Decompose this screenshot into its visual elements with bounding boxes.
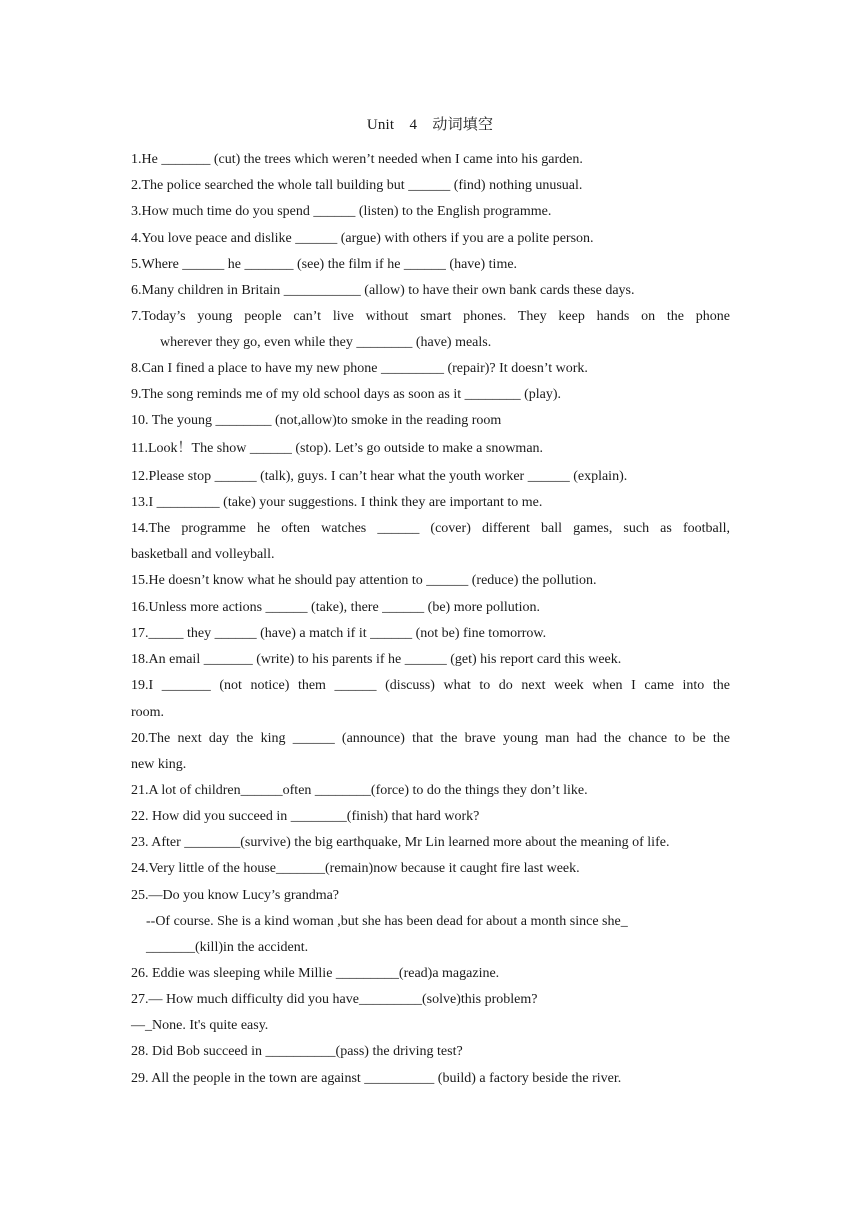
question-line: 10. The young ________ (not,allow)to smoke in the reading room xyxy=(131,413,502,428)
question-line: 13.I _________ (take) your suggestions. I think they are important to me. xyxy=(131,495,543,510)
question-line: 12.Please stop ______ (talk), guys. I can’t hear what the youth worker ______ (explain). xyxy=(131,469,628,484)
question-line: 26. Eddie was sleeping while Millie _________(read)a magazine. xyxy=(131,966,500,981)
question-line: 9.The song reminds me of my old school days as soon as it ________ (play). xyxy=(131,387,562,402)
question-line-continuation: room. xyxy=(131,705,165,720)
question-line: 2.The police searched the whole tall building but ______ (find) nothing unusual. xyxy=(131,178,583,193)
question-line: 11.Look！The show ______ (stop). Let’s go outside to make a snowman. xyxy=(131,441,544,456)
question-line: 6.Many children in Britain ___________ (allow) to have their own bank cards these days. xyxy=(131,283,635,298)
question-line: 3.How much time do you spend ______ (listen) to the English programme. xyxy=(131,204,552,219)
question-line: 17._____ they ______ (have) a match if it ______ (not be) fine tomorrow. xyxy=(131,626,547,641)
question-line: 7.Today’s young people can’t live without smart phones. They keep hands on the phone xyxy=(131,309,730,324)
question-line-continuation: --Of course. She is a kind woman ,but she has been dead for about a month since she_ xyxy=(146,914,628,929)
question-line: 20.The next day the king ______ (announce) that the brave young man had the chance to be the xyxy=(131,731,730,746)
question-line: 29. All the people in the town are against __________ (build) a factory beside the river. xyxy=(131,1071,622,1086)
question-line: 22. How did you succeed in ________(finish) that hard work? xyxy=(131,809,480,824)
question-line: 5.Where ______ he _______ (see) the film if he ______ (have) time. xyxy=(131,257,518,272)
question-line-continuation: wherever they go, even while they ________ (have) meals. xyxy=(160,335,492,350)
question-line: 21.A lot of children______often ________(force) to do the things they don’t like. xyxy=(131,783,588,798)
question-line: 28. Did Bob succeed in __________(pass) the driving test? xyxy=(131,1044,463,1059)
question-line: 8.Can I fined a place to have my new phone _________ (repair)? It doesn’t work. xyxy=(131,361,588,376)
question-line: 16.Unless more actions ______ (take), there ______ (be) more pollution. xyxy=(131,600,541,615)
question-line: 24.Very little of the house_______(remain)now because it caught fire last week. xyxy=(131,861,580,876)
question-line-continuation: _______(kill)in the accident. xyxy=(146,940,309,955)
question-line: 19.I _______ (not notice) them ______ (discuss) what to do next week when I came into the xyxy=(131,678,730,693)
question-line: 1.He _______ (cut) the trees which weren’t needed when I came into his garden. xyxy=(131,152,583,167)
question-line: 25.—Do you know Lucy’s grandma? xyxy=(131,888,340,903)
page-title: Unit 4 动词填空 xyxy=(366,117,494,133)
question-line-continuation: new king. xyxy=(131,757,187,772)
question-line: 15.He doesn’t know what he should pay attention to ______ (reduce) the pollution. xyxy=(131,573,597,588)
question-line: 27.— How much difficulty did you have_________(solve)this problem? xyxy=(131,992,538,1007)
question-line-continuation: basketball and volleyball. xyxy=(131,547,275,562)
question-line: 14.The programme he often watches ______ (cover) different ball games, such as football, xyxy=(131,521,730,536)
question-line: 4.You love peace and dislike ______ (argue) with others if you are a polite person. xyxy=(131,231,594,246)
question-line: 23. After ________(survive) the big earthquake, Mr Lin learned more about the meaning of life. xyxy=(131,835,670,850)
question-line: 18.An email _______ (write) to his parents if he ______ (get) his report card this week. xyxy=(131,652,622,667)
question-line-continuation: —_None. It's quite easy. xyxy=(131,1018,269,1033)
